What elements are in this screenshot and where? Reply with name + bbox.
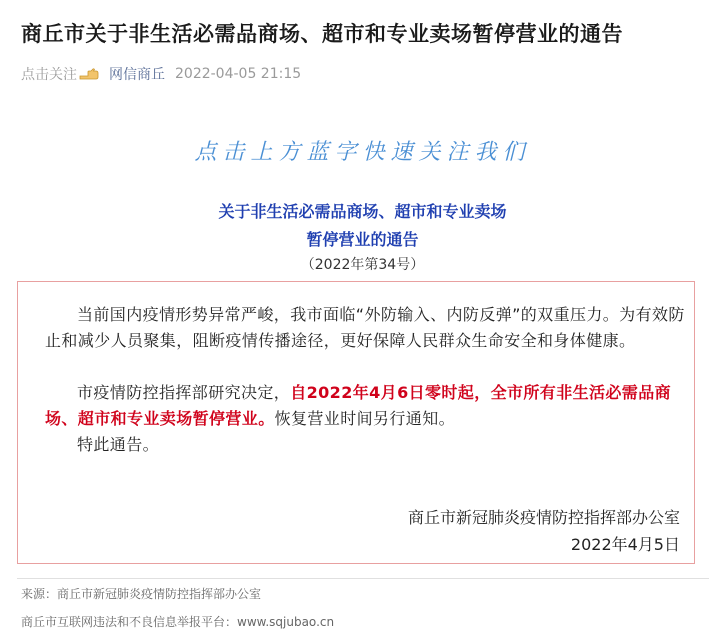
- footer-source: 来源：商丘市新冠肺炎疫情防控指挥部办公室: [21, 587, 262, 601]
- notice-heading-line2: 暂停营业的通告: [306, 230, 419, 249]
- follow-banner[interactable]: 点击上方蓝字快速关注我们: [194, 140, 531, 165]
- article-title: 商丘市关于非生活必需品商场、超市和专业卖场暂停营业的通告: [21, 22, 623, 46]
- paragraph-2-tail: 恢复营业时间另行通知。: [274, 409, 456, 428]
- publish-time: 2022-04-05 21:15: [175, 66, 302, 82]
- notice-paragraph-3: 特此通告。: [77, 435, 160, 454]
- follow-link[interactable]: 点击关注: [21, 67, 77, 83]
- notice-heading-line1: 关于非生活必需品商场、超市和专业卖场: [218, 202, 507, 221]
- paragraph-2-lead: 市疫情防控指挥部研究决定，: [77, 383, 291, 402]
- paragraph-2-highlight: 自2022年4月6日零时起，全市所有非生活必需品商场、超市和专业卖场暂停营业。: [45, 383, 672, 428]
- notice-date: 2022年4月5日: [570, 535, 680, 554]
- footer-report-platform[interactable]: 商丘市互联网违法和不良信息举报平台：www.sqjubao.cn: [21, 615, 335, 629]
- notice-body-box: [17, 281, 695, 564]
- notice-signature: 商丘市新冠肺炎疫情防控指挥部办公室: [407, 508, 680, 527]
- article-meta: [21, 64, 301, 84]
- notice-doc-number: （2022年第34号）: [300, 257, 425, 273]
- footer-divider: [17, 578, 709, 579]
- pointing-hand-icon[interactable]: [79, 67, 99, 81]
- notice-paragraph-1: 当前国内疫情形势异常严峻，我市面临“外防输入、内防反弹”的双重压力。为有效防止和减少人员聚集，阻断疫情传播途径，更好保障人民群众生命安全和身体健康。: [45, 305, 685, 350]
- account-name-link[interactable]: 网信商丘: [109, 67, 165, 83]
- notice-paragraph-2: [45, 380, 697, 432]
